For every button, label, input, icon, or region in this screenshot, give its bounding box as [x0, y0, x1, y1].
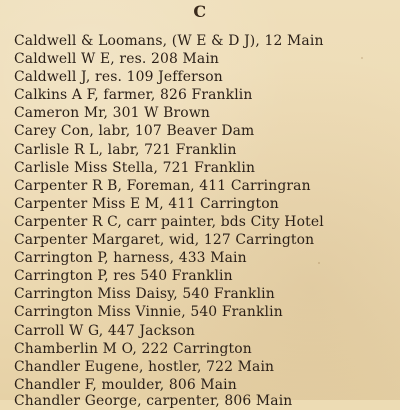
directory-entry: Chamberlin M O, 222 Carrington [14, 340, 252, 357]
paper-stain [361, 57, 363, 59]
directory-entry-cut: Chandler George, carpenter, 806 Main [14, 393, 293, 409]
directory-entry: Carlisle R L, labr, 721 Franklin [14, 141, 237, 158]
directory-entry: Carey Con, labr, 107 Beaver Dam [14, 123, 255, 140]
directory-entry: Caldwell J, res. 109 Jefferson [14, 69, 223, 86]
directory-entry: Carrington P, harness, 433 Main [14, 250, 247, 267]
directory-entry: Caldwell W E, res. 208 Main [14, 51, 220, 68]
directory-entry: Caldwell & Loomans, (W E & D J), 12 Main [14, 33, 324, 49]
directory-entry: Chandler Eugene, hostler, 722 Main [14, 358, 275, 375]
directory-entry: Carroll W G, 447 Jackson [14, 322, 195, 339]
directory-entry: Carpenter R B, Foreman, 411 Carringran [14, 177, 311, 194]
directory-entries [14, 32, 324, 394]
directory-entry: Carpenter R C, carr painter, bds City Hotel [14, 213, 324, 230]
section-letter-heading: C [193, 2, 207, 21]
directory-entry: Cameron Mr, 301 W Brown [14, 105, 210, 122]
directory-entry: Carpenter Margaret, wid, 127 Carrington [14, 232, 315, 249]
directory-entry: Carrington Miss Vinnie, 540 Franklin [14, 304, 283, 321]
directory-entry: Carlisle Miss Stella, 721 Franklin [14, 159, 256, 176]
directory-entry: Chandler F, moulder, 806 Main [14, 376, 237, 393]
directory-entry: Carrington P, res 540 Franklin [14, 268, 233, 285]
directory-entry: Carpenter Miss E M, 411 Carrington [14, 195, 279, 212]
partially-cut-entry [14, 393, 394, 409]
directory-entry: Calkins A F, farmer, 826 Franklin [14, 87, 253, 104]
directory-entry: Carrington Miss Daisy, 540 Franklin [14, 286, 275, 303]
